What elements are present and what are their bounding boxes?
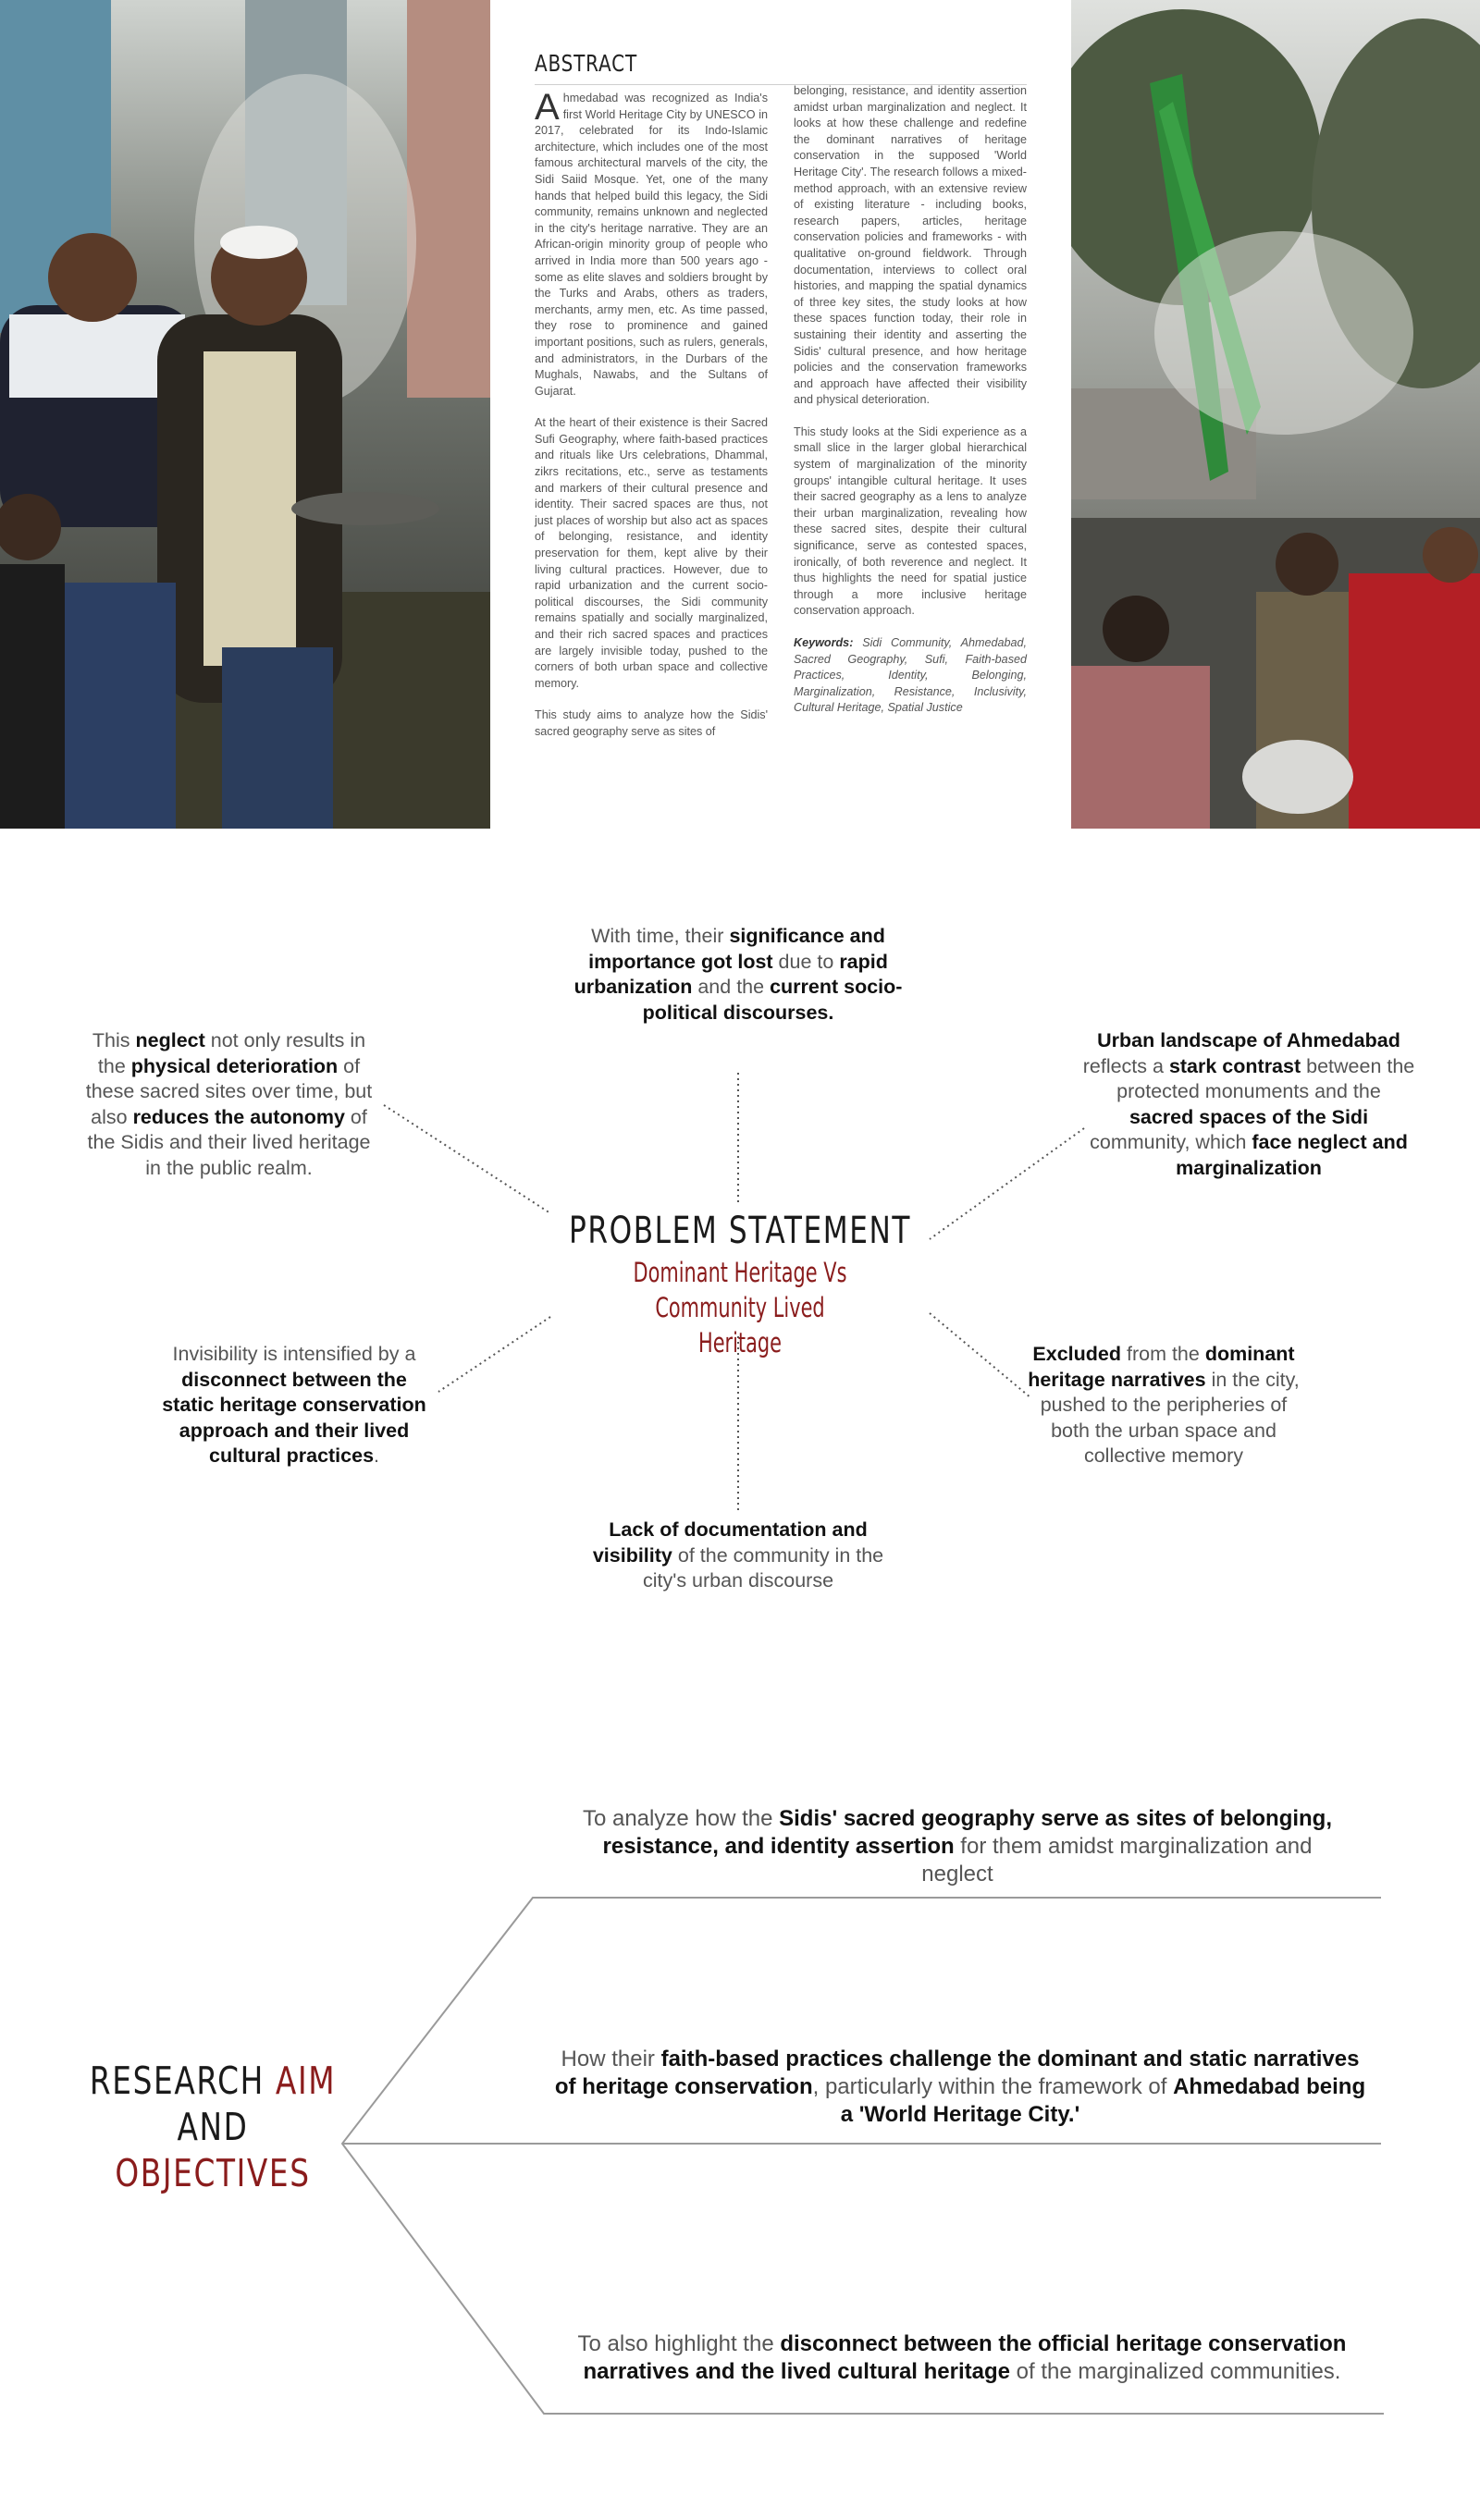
- text: and the: [692, 976, 771, 998]
- text: reflects a: [1082, 1054, 1169, 1077]
- text: of these sacred sites over time, but also: [85, 1054, 373, 1128]
- text: between the protected monuments and the: [1116, 1054, 1415, 1102]
- emphasis: Lack of documentation and visibility: [592, 1518, 868, 1567]
- text: With time, their: [591, 925, 730, 947]
- emphasis: faith-based practices challenge the dominant and static narratives of heritage conservation: [554, 2047, 1360, 2099]
- text: , particularly within the framework of: [812, 2074, 1174, 2099]
- title-word: AIM: [275, 2059, 337, 2103]
- text: due to: [772, 950, 840, 973]
- title-word: OBJECTIVES: [115, 2151, 311, 2195]
- emphasis: reduces the autonomy: [132, 1105, 345, 1128]
- text: Invisibility is intensified by a: [172, 1343, 416, 1365]
- emphasis: neglect: [135, 1029, 205, 1051]
- emphasis: Urban landscape of Ahmedabad: [1097, 1029, 1400, 1051]
- title-word: RESEARCH: [89, 2059, 265, 2103]
- text: How their: [561, 2047, 661, 2071]
- problem-point-right-bottom: [1027, 1342, 1301, 1469]
- text: in the city, pushed to the peripheries of both the urban space and collective memory: [1040, 1368, 1300, 1467]
- emphasis: dominant heritage narratives: [1028, 1343, 1295, 1391]
- emphasis: rapid urbanization: [574, 950, 888, 998]
- text: .: [374, 1444, 380, 1467]
- abstract-paragraph: This study looks at the Sidi experience as a small slice in the larger global hierarchical system of marginalization of the minority groups' intangible cultural heritage. It uses their sacred geography as a lens to analyze their urban marginalization, revealing how these sacred sites, despite their cultural significance, serve as contested spaces, ironically, of both reverence and neglect. It thus highlights the need for spatial justice through a more inclusive heritage conservation approach.: [794, 424, 1027, 618]
- subtitle-line: Heritage: [697, 1327, 783, 1358]
- subtitle-line: Dominant Heritage Vs Community Lived: [633, 1257, 847, 1323]
- emphasis: stark contrast: [1168, 1054, 1301, 1077]
- keywords-list: Sidi Community, Ahmedabad, Sacred Geography, Sufi, Faith-based Practices, Identity, Belonging, Marginalization, Resistance, Inclusivity, Cultural Heritage, Spatial Justice: [794, 636, 1028, 715]
- abstract-title: ABSTRACT: [535, 50, 637, 77]
- emphasis: physical deterioration: [130, 1054, 339, 1077]
- text: To also highlight the: [577, 2331, 781, 2356]
- abstract-paragraph: This study aims to analyze how the Sidis' sacred geography serve as sites of: [535, 708, 768, 738]
- text: for them amidst marginalization and neglect: [921, 1834, 1313, 1887]
- problem-point-right-top: [1082, 1028, 1415, 1181]
- drop-cap: A: [535, 87, 560, 128]
- abstract-paragraph: At the heart of their existence is their Sacred Sufi Geography, where faith-based practices and rituals like Urs celebrations, Dhammal, zikrs recitations, etc., serve as testaments and markers of their cultural presence and identity. Their sacred spaces are thus, not just places of worship but also act as spaces of belonging, resistance, and identity preservation for them, kept alive by their living cultural practices. However, due to rapid urbanization and the current socio-political discourses, the Sidi community remains spatially and socially marginalized, and their rich sacred spaces and practices are largely invisible today, pushed to the corners of both urban space and collective memory.: [535, 416, 768, 690]
- emphasis: disconnect between the static heritage conservation approach and their lived cultural practices: [162, 1368, 426, 1467]
- title-word: AND: [177, 2105, 249, 2149]
- problem-point-left-top: [79, 1028, 379, 1181]
- text: This: [92, 1029, 136, 1051]
- abstract-text: hmedabad was recognized as India's first World Heritage City by UNESCO in 2017, celebrated for its Indo-Islamic architecture, which includes one of the most famous architectural marvels of the city, the Sidi Saiid Mosque. Yet, one of the many hands that helped build this legacy, the Sidi community, remains unknown and neglected in the city's heritage narrative. They are an African-origin minority group of people who arrived in India more than 500 years ago - some as elite slaves and soldiers brought by the Turks and Arabs, others as traders, merchants, army men, etc. As time passed, they rose to prominence and gained important positions, such as rulers, generals, and administrators, in the Durbars of the Mughals, Nawabs, and the Sultans of Gujarat.: [535, 92, 768, 398]
- research-aim-title: [87, 2058, 339, 2196]
- objective-3: [574, 2330, 1350, 2386]
- problem-point-left-bottom: [155, 1342, 433, 1469]
- objective-1: [564, 1805, 1350, 1888]
- emphasis: disconnect between the official heritage conservation narratives and the lived cultural heritage: [583, 2331, 1347, 2384]
- text: from the: [1121, 1343, 1205, 1365]
- emphasis: significance and importance got lost: [588, 925, 885, 973]
- text: not only results in the: [97, 1029, 366, 1077]
- emphasis: Ahmedabad being a 'World Heritage City.': [840, 2074, 1366, 2127]
- text: of the community in the city's urban discourse: [642, 1543, 884, 1592]
- problem-statement-subtitle: [580, 1255, 900, 1360]
- problem-point-bottom: [592, 1518, 884, 1594]
- emphasis: Sidis' sacred geography serve as sites of belonging, resistance, and identity assertion: [602, 1806, 1333, 1859]
- emphasis: face neglect and marginalization: [1176, 1131, 1408, 1179]
- emphasis: current socio-political discourses.: [642, 976, 903, 1024]
- text: To analyze how the: [582, 1806, 780, 1831]
- objective-2: [553, 2046, 1367, 2129]
- text: of the marginalized communities.: [1009, 2359, 1341, 2384]
- text: of the Sidis and their lived heritage in the public realm.: [87, 1105, 371, 1179]
- problem-point-top: [574, 924, 903, 1026]
- problem-statement-title: PROBLEM STATEMENT: [568, 1210, 912, 1252]
- keywords-label: Keywords:: [794, 636, 854, 649]
- emphasis: sacred spaces of the Sidi: [1128, 1105, 1369, 1128]
- emphasis: Excluded: [1032, 1343, 1122, 1365]
- text: community, which: [1090, 1131, 1252, 1153]
- abstract-paragraph: belonging, resistance, and identity assertion amidst urban marginalization and neglect. It looks at how these challenge and redefine the dominant narratives of heritage conservation in the supposed 'World Heritage City'. The research follows a mixed-method approach, with an extensive review of existing literature - including books, research papers, articles, heritage conservation policies and frameworks - with qualitative on-ground fieldwork. Through documentation, interviews to collect oral histories, and mapping the spatial dynamics of three key sites, the study looks at how these spaces function today, their role in sustaining their identity and asserting the Sidis' cultural presence, and how heritage policies and the conservation frameworks and approach have affected their visibility and physical deterioration.: [794, 84, 1027, 407]
